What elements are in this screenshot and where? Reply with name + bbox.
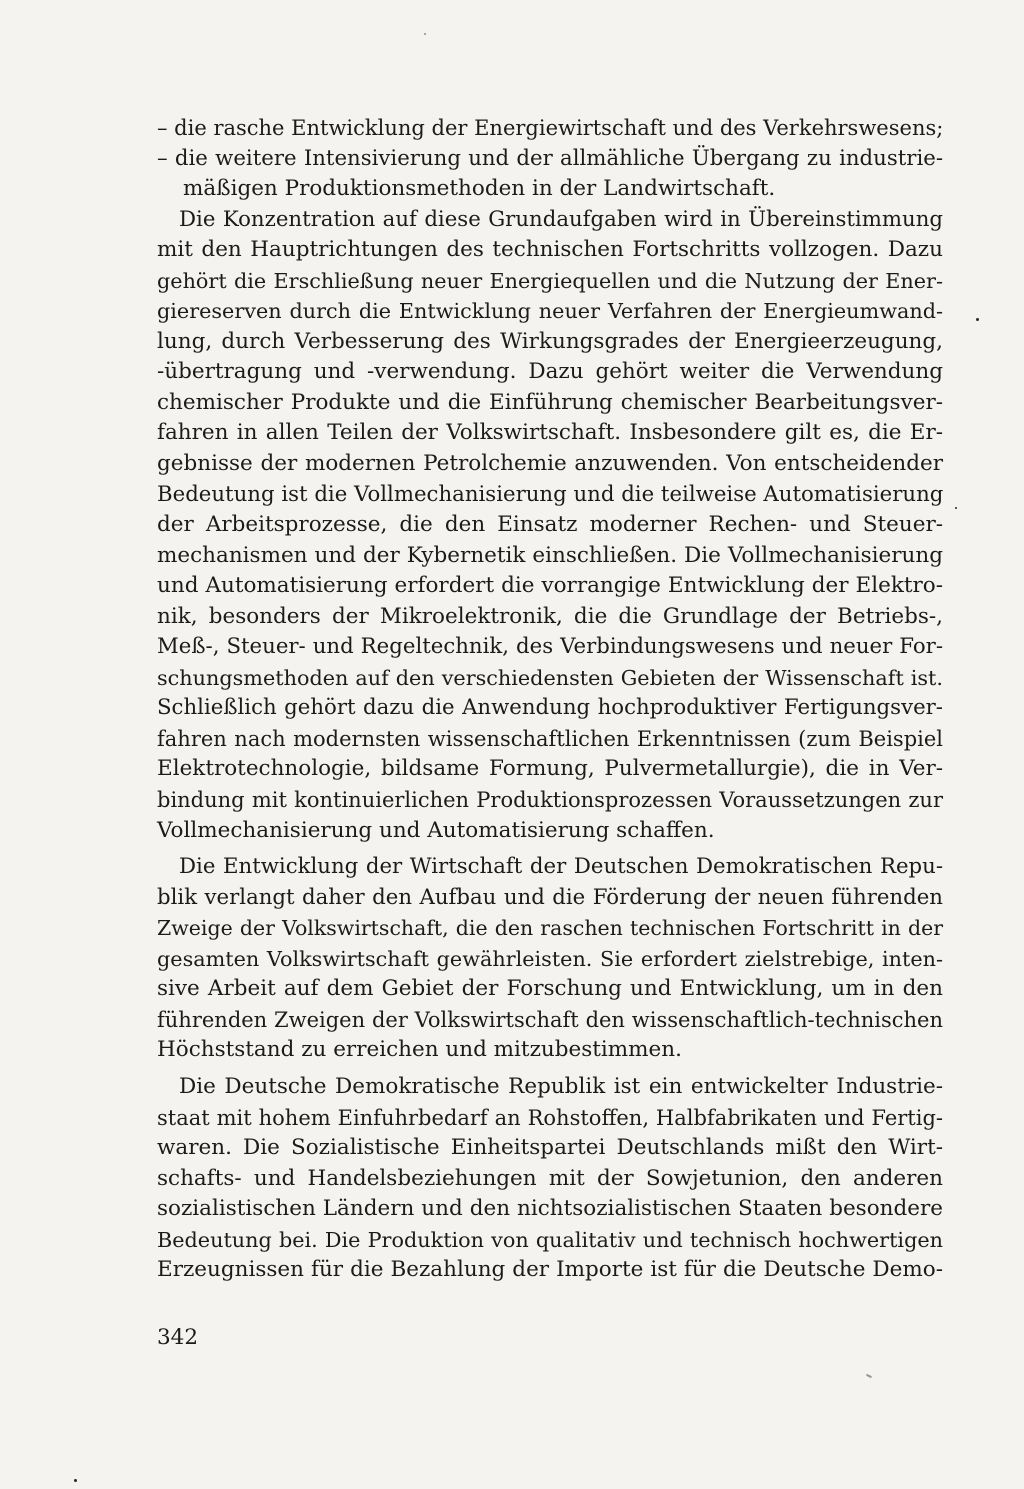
text-line: – die rasche Entwicklung der Energiewirtschaft und des Verkehrswesens;	[157, 116, 944, 140]
bullet-list	[157, 113, 943, 205]
text-line: führenden Zweigen der Volkswirtschaft den wissenschaftlich-technischen	[157, 1007, 943, 1032]
text-line: Meß-, Steuer- und Regeltechnik, des Verbindungswesens und neuer For-	[157, 634, 943, 660]
text-line: chemischer Produkte und die Einführung chemischer Bearbeitungsver-	[157, 389, 943, 415]
print-speck	[866, 1374, 872, 1379]
text-line: Die Entwicklung der Wirtschaft der Deutschen Demokratischen Repu-	[179, 854, 943, 880]
text-line: staat mit hohem Einfuhrbedarf an Rohstoffen, Halbfabrikaten und Fertig-	[157, 1105, 943, 1130]
text-line: giereserven durch die Entwicklung neuer Verfahren der Energieumwand-	[157, 299, 943, 324]
text-line: Die Konzentration auf diese Grundaufgaben wird in Übereinstimmung	[179, 206, 943, 232]
text-line: Die Deutsche Demokratische Republik ist ein entwickelter Industrie-	[179, 1073, 943, 1099]
text-line: Schließlich gehört dazu die Anwendung hochproduktiver Fertigungsver-	[157, 695, 943, 721]
body-text	[157, 113, 943, 1286]
text-line: Vollmechanisierung und Automatisierung schaffen.	[157, 817, 715, 843]
text-line: -übertragung und -verwendung. Dazu gehört weiter die Verwendung	[157, 359, 943, 385]
text-line: waren. Die Sozialistische Einheitspartei Deutschlands mißt den Wirt-	[157, 1135, 943, 1161]
text-line: gesamten Volkswirtschaft gewährleisten. Sie erfordert zielstrebige, inten-	[157, 946, 943, 971]
text-line: schafts- und Handelsbeziehungen mit der Sowjetunion, den anderen	[157, 1165, 943, 1191]
text-line: Zweige der Volkswirtschaft, die den raschen technischen Fortschritt in der	[157, 916, 943, 941]
text-line: nik, besonders der Mikroelektronik, die die Grundlage der Betriebs-,	[157, 603, 943, 629]
text-line: lung, durch Verbesserung des Wirkungsgrades der Energieerzeugung,	[157, 328, 943, 354]
print-speck	[976, 318, 979, 321]
text-line: der Arbeitsprozesse, die den Einsatz moderner Rechen- und Steuer-	[157, 512, 943, 538]
print-speck	[955, 507, 957, 509]
text-line: schungsmethoden auf den verschiedensten Gebieten der Wissenschaft ist.	[157, 665, 943, 690]
text-line: mäßigen Produktionsmethoden in der Landwirtschaft.	[183, 176, 776, 202]
text-line: fahren in allen Teilen der Volkswirtschaft. Insbesondere gilt es, die Er-	[157, 420, 943, 446]
text-line: gehört die Erschließung neuer Energiequellen und die Nutzung der Ener-	[157, 268, 943, 293]
text-line: mechanismen und der Kybernetik einschließen. Die Vollmechanisierung	[157, 542, 943, 568]
text-line: blik verlangt daher den Aufbau und die Förderung der neuen führenden	[157, 884, 943, 910]
text-line: Bedeutung bei. Die Produktion von qualitativ und technisch hochwertigen	[157, 1227, 943, 1252]
paragraph	[157, 205, 943, 846]
print-speck	[424, 33, 426, 35]
text-line: Höchststand zu erreichen und mitzubestimmen.	[157, 1037, 682, 1063]
text-line: Elektrotechnologie, bildsame Formung, Pulvermetallurgie), die in Ver-	[157, 756, 943, 782]
paragraph	[157, 852, 943, 1066]
text-line: mit den Hauptrichtungen des technischen Fortschritts vollzogen. Dazu	[157, 237, 943, 263]
text-line: fahren nach modernsten wissenschaftlichen Erkenntnissen (zum Beispiel	[157, 726, 943, 751]
paragraph	[157, 1072, 943, 1286]
text-line: gebnisse der modernen Petrolchemie anzuwenden. Von entscheidender	[157, 451, 943, 477]
text-line: – die weitere Intensivierung und der allmähliche Übergang zu industrie-	[157, 145, 943, 171]
text-line: sive Arbeit auf dem Gebiet der Forschung und Entwicklung, um in den	[157, 976, 943, 1002]
page-number: 342	[157, 1325, 199, 1350]
text-line: Bedeutung ist die Vollmechanisierung und die teilweise Automatisierung	[157, 481, 944, 507]
text-line: und Automatisierung erfordert die vorrangige Entwicklung der Elektro-	[157, 573, 943, 599]
print-speck	[74, 1479, 77, 1482]
text-line: sozialistischen Ländern und den nichtsozialistischen Staaten besondere	[157, 1196, 943, 1222]
text-line: Erzeugnissen für die Bezahlung der Importe ist für die Deutsche Demo-	[157, 1257, 943, 1283]
text-line: bindung mit kontinuierlichen Produktionsprozessen Voraussetzungen zur	[157, 788, 943, 813]
